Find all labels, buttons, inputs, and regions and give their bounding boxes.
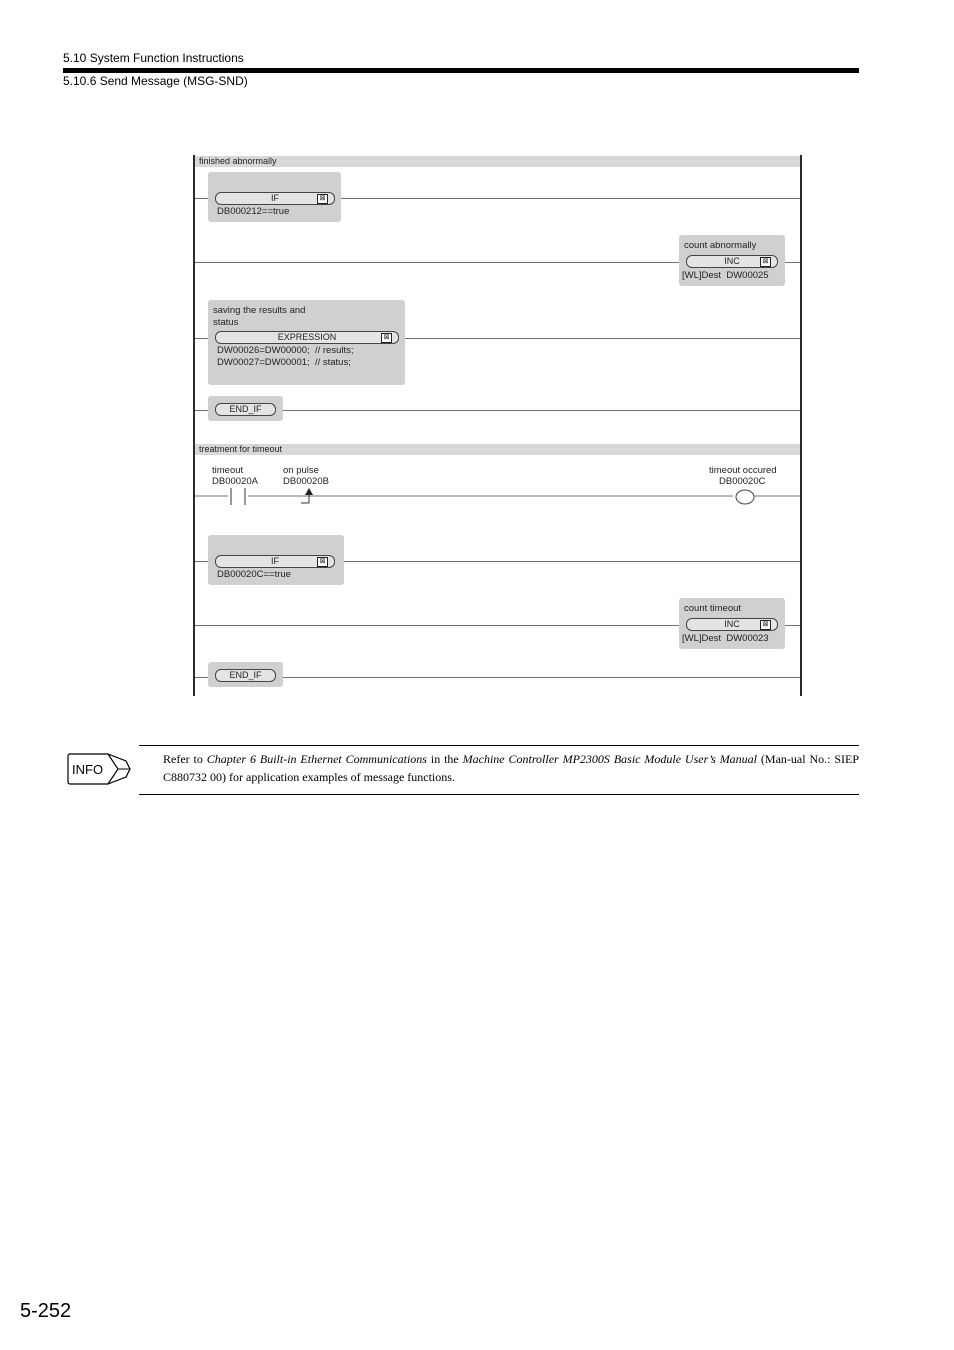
info-icon-label: INFO [72,762,104,777]
info-rule-top [139,745,859,746]
endif-instruction: END_IF [215,669,276,682]
coil-icon [736,490,754,504]
section-title-finished-abnormally: finished abnormally [195,156,800,167]
ladder-diagram [193,155,803,696]
expression-line2: DW00027=DW00001; // status; [217,357,351,368]
inc-comment: count abnormally [684,240,757,251]
info-chapter-reference: Chapter 6 Built-in Ethernet Communications [206,752,427,766]
endif-block[interactable] [208,662,283,687]
expand-icon: ⊠ [381,333,392,343]
inc-comment: count timeout [684,603,742,614]
rung-wire [195,677,800,678]
coil-address: DB00020C [719,476,766,487]
section-title-timeout: treatment for timeout [195,444,800,455]
info-note [163,750,859,786]
expression-comment-line1: saving the results and [213,305,306,316]
expand-icon: ⊠ [317,557,328,567]
pulse-comment: on pulse [283,465,319,476]
expression-label: EXPRESSION [277,332,337,342]
page-number: 5-252 [20,1300,72,1322]
inc-instruction [686,618,778,631]
info-rule-bottom [139,794,859,795]
if-block[interactable] [208,535,344,585]
inc-operand: [WL]Dest DW00023 [682,633,769,644]
if-label: IF [271,556,279,566]
info-text-3: in the [426,752,463,766]
subsection-header: 5.10.6 Send Message (MSG-SND) [63,74,248,88]
inc-label: INC [724,619,740,629]
endif-instruction: END_IF [215,403,276,416]
contact-address: DB00020A [212,476,258,487]
inc-label: INC [724,256,740,266]
if-label: IF [271,193,279,203]
expand-icon: ⊠ [760,620,771,630]
expand-icon: ⊠ [760,257,771,267]
expression-line1: DW00026=DW00000; // results; [217,345,354,356]
expression-comment-line2: status [213,317,239,328]
if-condition: DB00020C==true [217,569,291,580]
contact-comment: timeout [212,465,244,476]
header-rule [63,68,859,73]
section-header: 5.10 System Function Instructions [63,51,244,65]
info-manual-reference: Machine Controller MP2300S Basic Module User’s Manual [462,752,758,766]
info-text-5: (Man-ual No.: SIEP C880732 00) for application examples of message functions. [163,752,860,784]
if-condition: DB000212==true [217,206,290,217]
inc-block[interactable] [679,598,785,649]
if-instruction [215,555,335,568]
coil-comment: timeout occured [709,465,777,476]
pulse-address: DB00020B [283,476,329,487]
inc-operand: [WL]Dest DW00025 [682,270,769,281]
info-text-1: Refer to [163,752,207,766]
info-icon [66,750,134,788]
expand-icon: ⊠ [317,194,328,204]
